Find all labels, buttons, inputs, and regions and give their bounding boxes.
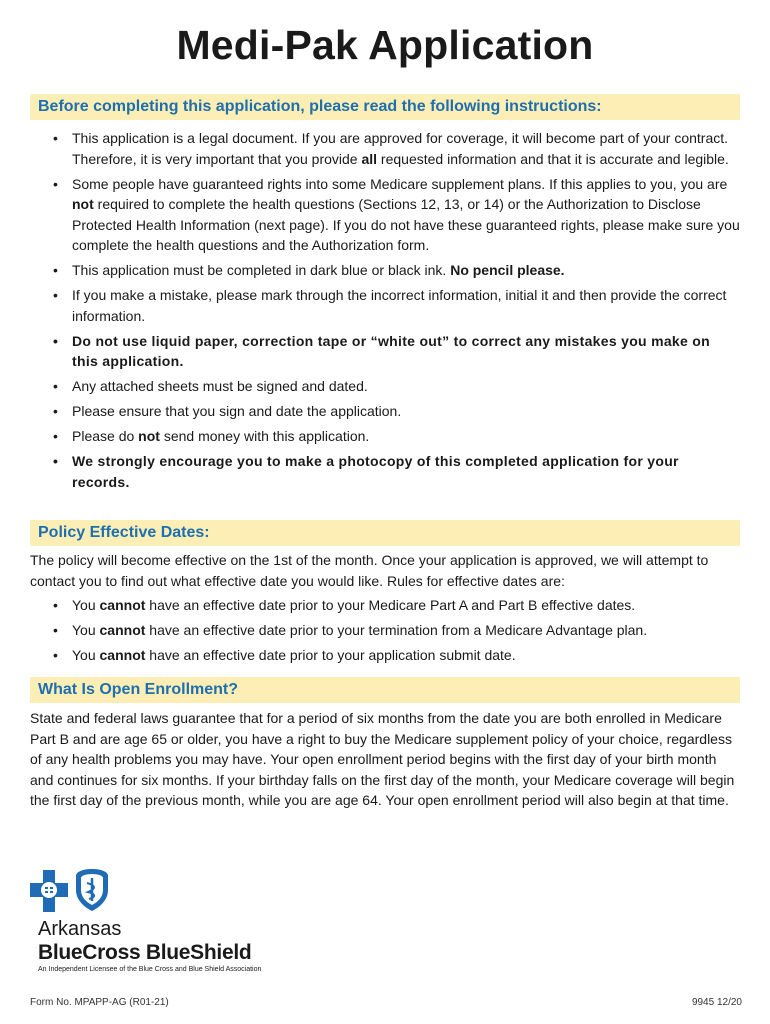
- list-item-text: This application must be completed in dark blue or black ink.: [72, 262, 451, 278]
- bullet-icon: •: [53, 622, 58, 638]
- open-enrollment-heading: What Is Open Enrollment?: [30, 677, 740, 703]
- form-code: 9945 12/20: [691, 997, 742, 1008]
- list-item: [50, 376, 740, 397]
- bullet-icon: •: [53, 378, 58, 394]
- list-item: [50, 128, 740, 169]
- list-item-text: If you make a mistake, please mark through the incorrect information, initial it and then provide the correct information.: [72, 287, 727, 324]
- list-item: [50, 595, 740, 616]
- list-item-text: have an effective date prior to your termination from a Medicare Advantage plan.: [145, 622, 648, 638]
- list-item: [50, 451, 740, 492]
- bullet-icon: •: [53, 130, 58, 146]
- list-item: [50, 401, 740, 422]
- list-item-text: requested information and that it is accurate and legible.: [377, 150, 729, 167]
- bullet-icon: •: [53, 287, 58, 303]
- form-number: Form No. MPAPP-AG (R01-21): [30, 997, 169, 1008]
- bullet-icon: •: [53, 332, 59, 349]
- list-item-text: have an effective date prior to your Medicare Part A and Part B effective dates.: [145, 597, 636, 613]
- list-item-text: required to complete the health questions (Sections 12, 13, or 14) or the Authorization to Disclose Protected Health Information (next page). If you do not have these guaranteed rights, please make sure you complete the health questions and the Authorization form.: [72, 196, 740, 253]
- bullet-icon: •: [53, 428, 58, 444]
- list-item-emphasis: not: [72, 196, 94, 212]
- bcbs-logo: [30, 868, 290, 978]
- bullet-icon: •: [53, 647, 58, 663]
- bullet-icon: •: [53, 403, 58, 419]
- bullet-icon: •: [53, 453, 59, 469]
- list-item: [50, 426, 740, 447]
- bullet-icon: •: [53, 175, 58, 192]
- list-item-text: You: [72, 647, 100, 663]
- effective-dates-intro: The policy will become effective on the 1st of the month. Once your application is approved, we will attempt to contact you to find out what effective date you would like. Rules for effective dates are:: [30, 552, 709, 589]
- blue-shield-icon: [74, 868, 110, 912]
- list-item-text: This application is a legal document. If you are approved for coverage, it will become part of your contract. Therefore, it is very important that you provide: [72, 130, 729, 167]
- page-title: Medi-Pak Application: [176, 22, 594, 68]
- list-item-text: You: [72, 597, 100, 613]
- list-item: [50, 285, 740, 326]
- blue-cross-icon: [30, 870, 68, 912]
- list-item: [50, 174, 740, 256]
- list-item-emphasis: No pencil please.: [450, 262, 565, 278]
- list-item-text: send money with this application.: [159, 428, 370, 444]
- list-item: [50, 645, 740, 666]
- list-item-text: Please do: [72, 428, 139, 444]
- list-item-emphasis: Do not use liquid paper, correction tape or “white out” to correct any mistakes you make on this application.: [72, 332, 710, 369]
- list-item-text: You: [72, 622, 100, 638]
- list-item: [50, 620, 740, 641]
- logo-licensee: An Independent Licensee of the Blue Cross and Blue Shield Association: [38, 966, 262, 973]
- list-item-emphasis: We strongly encourage you to make a photocopy of this completed application for your records.: [72, 453, 679, 490]
- list-item: [50, 260, 740, 281]
- instructions-list: [50, 128, 740, 497]
- list-item-emphasis: cannot: [99, 622, 146, 638]
- logo-state: Arkansas: [38, 918, 122, 940]
- list-item-text: Please ensure that you sign and date the application.: [72, 403, 402, 419]
- effective-dates-heading: Policy Effective Dates:: [30, 520, 740, 546]
- list-item-emphasis: all: [361, 150, 378, 167]
- bullet-icon: •: [53, 262, 58, 278]
- list-item-emphasis: not: [138, 428, 160, 444]
- open-enrollment-body: State and federal laws guarantee that for a period of six months from the date you are both enrolled in Medicare Part B and are age 65 or older, you have a right to buy the Medicare supplement policy of your choice, regardless of any health problems you may have. Your open enrollment period begins with the first day of your birth month and continues for six months. If your birthday falls on the first day of the month, your Medicare coverage will begin the first day of the previous month, while you are age 64. Your open enrollment period will also begin at that time.: [30, 710, 735, 808]
- list-item-emphasis: cannot: [99, 597, 146, 613]
- instructions-heading: Before completing this application, please read the following instructions:: [30, 94, 740, 120]
- list-item-text: have an effective date prior to your application submit date.: [145, 647, 516, 663]
- list-item: [50, 331, 740, 372]
- logo-brand: BlueCross BlueShield: [38, 941, 252, 964]
- list-item-text: Any attached sheets must be signed and dated.: [72, 378, 368, 394]
- list-item-emphasis: cannot: [99, 647, 146, 663]
- effective-dates-list: [50, 595, 740, 670]
- bullet-icon: •: [53, 597, 58, 613]
- list-item-text: Some people have guaranteed rights into some Medicare supplement plans. If this applies to you, you are: [72, 175, 728, 192]
